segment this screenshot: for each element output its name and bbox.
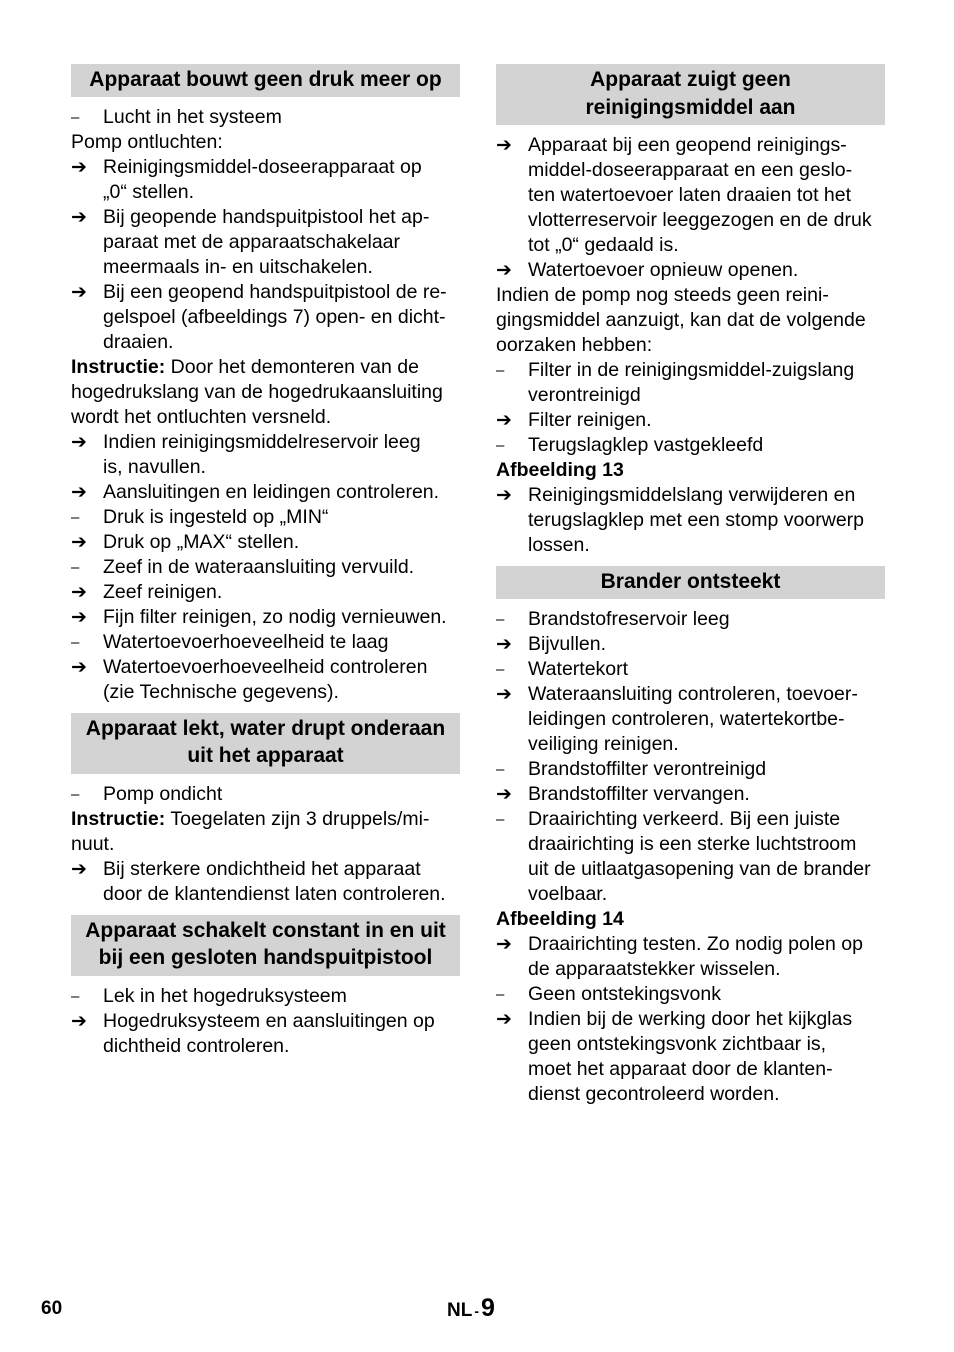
- arrow-icon: ➔: [71, 858, 87, 880]
- list-item-text: Wateraansluiting controleren, toevoer- leidingen controleren, watertekortbe- veiliging reinigen.: [528, 682, 858, 755]
- list-item-text: Watertoevoerhoeveelheid te laag: [103, 630, 389, 653]
- list-item-text: Indien bij de werking door het kijkglas geen ontstekingsvonk zichtbaar is, moet het apparaat door de klanten- dienst gecontroleerd worden.: [528, 1007, 853, 1105]
- left-column: [71, 64, 460, 1059]
- section-number: 9: [481, 1294, 495, 1322]
- list-item-text: Bijvullen.: [528, 632, 607, 655]
- list-item-text: Draairichting verkeerd. Bij een juiste draairichting is een sterke luchtstroom uit de uitlaatgasopening van de brander voelbaar.: [528, 807, 871, 905]
- list-item-text: Lek in het hogedruksysteem: [103, 984, 347, 1007]
- section-body: [71, 782, 460, 907]
- list-item: [71, 605, 460, 630]
- list-item-text: Filter reinigen.: [528, 409, 652, 431]
- arrow-icon: ➔: [496, 260, 512, 281]
- arrow-icon: ➔: [496, 1008, 512, 1030]
- list-item-text: Bij een geopend handspuitpistool de re- gelspoel (afbeeldings 7) open- en dicht- draaien.: [103, 280, 447, 353]
- list-item: [496, 682, 885, 757]
- arrow-icon: ➔: [496, 683, 512, 705]
- dash-bullet: –: [71, 785, 80, 803]
- list-item-text: Indien reinigingsmiddelreservoir leeg is, navullen.: [103, 430, 421, 478]
- arrow-icon: ➔: [71, 1010, 87, 1032]
- list-item: [496, 782, 885, 807]
- arrow-icon: ➔: [71, 156, 87, 178]
- list-item-text: Zeef reinigen.: [103, 580, 223, 603]
- list-item: [71, 530, 460, 555]
- language-code: NL: [447, 1300, 473, 1321]
- list-item-text: Filter in de reinigingsmiddel-zuigslang verontreinigd: [528, 359, 855, 406]
- section-body: [496, 133, 885, 558]
- list-item-text: Watertoevoerhoeveelheid controleren (zie Technische gegevens).: [103, 655, 428, 703]
- arrow-icon: ➔: [71, 281, 87, 303]
- list-item: [71, 480, 460, 505]
- instruction-note: Instructie: Door het demonteren van de hogedrukslang van de hogedrukaansluiting wordt het ontluchten versneld.: [71, 355, 443, 428]
- list-item: [496, 657, 885, 682]
- list-item: [496, 483, 885, 558]
- list-item: [496, 133, 885, 258]
- list-item-text: Brandstofreservoir leeg: [528, 607, 730, 630]
- list-item-text: Brandstoffilter vervangen.: [528, 782, 750, 805]
- list-item-text: Hogedruksysteem en aansluitingen op dichtheid controleren.: [103, 1009, 435, 1057]
- list-item-text: Brandstoffilter verontreinigd: [528, 757, 767, 780]
- list-item: [71, 655, 460, 705]
- section-body: [71, 984, 460, 1059]
- arrow-icon: ➔: [496, 783, 512, 805]
- list-item: [496, 982, 885, 1007]
- list-item-text: Lucht in het systeem: [103, 105, 282, 128]
- section-heading: Apparaat schakelt constant in en uit bij een gesloten handspuitpistool: [71, 915, 460, 976]
- section-label: [447, 1296, 495, 1324]
- list-item-text: Aansluitingen en leidingen controleren.: [103, 480, 440, 503]
- section-heading: Apparaat lekt, water drupt onderaan uit het apparaat: [71, 713, 460, 774]
- dash-bullet: –: [496, 760, 505, 778]
- list-item: [71, 1009, 460, 1059]
- list-item: [496, 632, 885, 657]
- list-item-text: Druk op „MAX“ stellen.: [103, 530, 300, 553]
- list-item: [496, 408, 885, 433]
- arrow-icon: ➔: [71, 581, 87, 603]
- list-item: [496, 358, 885, 408]
- list-item: [496, 433, 885, 458]
- list-item-text: Bij sterkere ondichtheid het apparaat door de klantendienst laten controleren.: [103, 857, 446, 905]
- dash-bullet: –: [71, 558, 80, 576]
- list-item: [71, 630, 460, 655]
- list-item: [71, 105, 460, 130]
- separator-dash: -: [474, 1303, 479, 1319]
- section-heading: Apparaat bouwt geen druk meer op: [71, 64, 460, 97]
- arrow-icon: ➔: [496, 410, 512, 431]
- dash-bullet: –: [71, 987, 80, 1005]
- arrow-icon: ➔: [496, 485, 512, 506]
- list-item-text: Bij geopende handspuitpistool het ap- paraat met de apparaatschakelaar meermaals in- en uitschakelen.: [103, 205, 430, 278]
- list-item-text: Pomp ondicht: [103, 782, 223, 805]
- list-item: [71, 430, 460, 480]
- list-item-text: Watertekort: [528, 657, 629, 680]
- figure-reference: Afbeelding 14: [496, 907, 624, 930]
- dash-bullet: –: [496, 660, 505, 678]
- paragraph: Pomp ontluchten:: [71, 130, 223, 153]
- list-item: [71, 505, 460, 530]
- right-column: [496, 64, 885, 1107]
- dash-bullet: –: [71, 508, 80, 526]
- list-item: [71, 857, 460, 907]
- list-item: [71, 280, 460, 355]
- section-body: [71, 105, 460, 705]
- section-heading: Apparaat zuigt geen reinigingsmiddel aan: [496, 64, 885, 125]
- arrow-icon: ➔: [71, 656, 87, 678]
- arrow-icon: ➔: [71, 431, 87, 453]
- dash-bullet: –: [71, 633, 80, 651]
- list-item-text: Zeef in de wateraansluiting vervuild.: [103, 555, 415, 578]
- arrow-icon: ➔: [71, 531, 87, 553]
- instruction-note: Instructie: Toegelaten zijn 3 druppels/mi- nuut.: [71, 807, 430, 855]
- list-item-text: Fijn filter reinigen, zo nodig vernieuwen.: [103, 605, 447, 628]
- section-heading: Brander ontsteekt: [496, 566, 885, 599]
- figure-reference: Afbeelding 13: [496, 459, 624, 481]
- arrow-icon: ➔: [496, 633, 512, 655]
- paragraph: Indien de pomp nog steeds geen reini- gingsmiddel aanzuigt, kan dat de volgende oorzaken hebben:: [496, 284, 866, 356]
- list-item: [71, 984, 460, 1009]
- arrow-icon: ➔: [71, 606, 87, 628]
- list-item-text: Reinigingsmiddelslang verwijderen en terugslagklep met een stomp voorwerp lossen.: [528, 484, 865, 556]
- list-item: [496, 807, 885, 907]
- list-item-text: Apparaat bij een geopend reinigings- middel-doseerapparaat en een geslo- ten watertoevoer laten draaien tot het vlotterreservoir leeggezogen en de druk tot „0“ gedaald is.: [528, 134, 872, 256]
- list-item: [71, 555, 460, 580]
- list-item: [71, 155, 460, 205]
- list-item-text: Druk is ingesteld op „MIN“: [103, 505, 329, 528]
- page-number: 60: [41, 1298, 63, 1319]
- dash-bullet: –: [496, 362, 505, 379]
- arrow-icon: ➔: [71, 206, 87, 228]
- dash-bullet: –: [496, 810, 505, 828]
- dash-bullet: –: [496, 985, 505, 1003]
- dash-bullet: –: [496, 437, 505, 454]
- arrow-icon: ➔: [496, 135, 512, 156]
- arrow-icon: ➔: [71, 481, 87, 503]
- list-item: [71, 205, 460, 280]
- list-item-text: Draairichting testen. Zo nodig polen op de apparaatstekker wisselen.: [528, 932, 863, 980]
- list-item: [496, 932, 885, 982]
- list-item: [496, 607, 885, 632]
- dash-bullet: –: [496, 610, 505, 628]
- list-item: [71, 782, 460, 807]
- list-item: [496, 258, 885, 283]
- list-item: [496, 757, 885, 782]
- dash-bullet: –: [71, 108, 80, 126]
- list-item: [496, 1007, 885, 1107]
- list-item-text: Geen ontstekingsvonk: [528, 982, 721, 1005]
- arrow-icon: ➔: [496, 933, 512, 955]
- section-body: [496, 607, 885, 1107]
- list-item-text: Reinigingsmiddel-doseerapparaat op „0“ stellen.: [103, 155, 422, 203]
- list-item-text: Terugslagklep vastgekleefd: [528, 434, 764, 456]
- list-item: [71, 580, 460, 605]
- list-item-text: Watertoevoer opnieuw openen.: [528, 259, 799, 281]
